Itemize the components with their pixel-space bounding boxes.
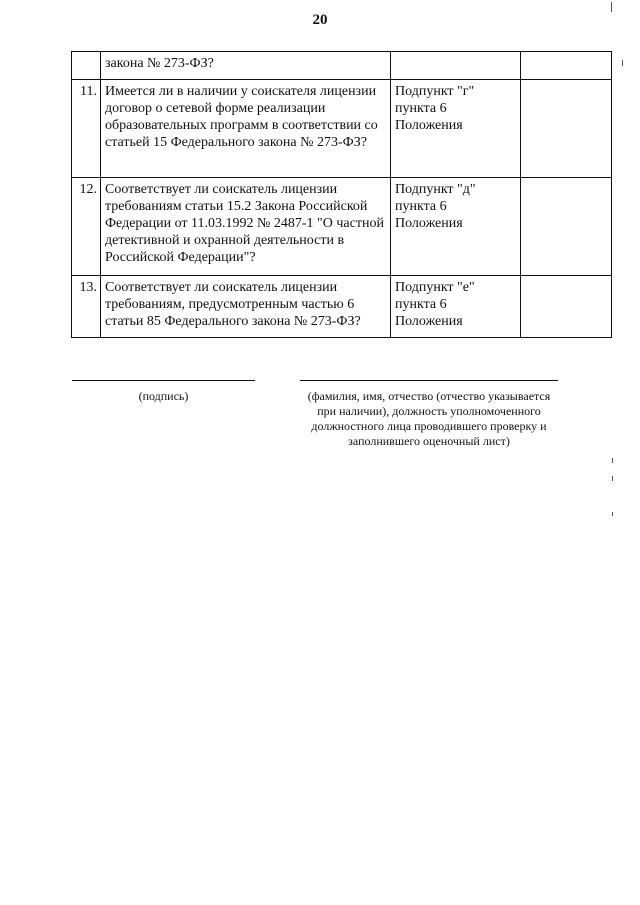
row-number: 13. — [72, 276, 101, 338]
full-name-caption: (фамилия, имя, отчество (отчество указывается при наличии), должность уполномоченного должностного лица проводившего проверку и заполнившего оценочный лист) — [307, 389, 551, 448]
signature-line — [72, 380, 255, 381]
question-cell: Имеется ли в наличии у соискателя лицензии договор о сетевой форме реализации образовательных программ в соответствии со статьей 15 Федерального закона № 273-ФЗ? — [101, 80, 391, 178]
scan-mark — [612, 476, 613, 481]
scan-mark — [612, 512, 613, 516]
answer-cell — [521, 52, 612, 80]
table-row — [72, 52, 612, 80]
answer-cell — [521, 80, 612, 178]
checklist-table — [71, 51, 612, 338]
question-cell: Соответствует ли соискатель лицензии требованиям, предусмотренным частью 6 статьи 85 Федерального закона № 273-ФЗ? — [101, 276, 391, 338]
table-row — [72, 80, 612, 178]
table-row — [72, 178, 612, 276]
answer-cell — [521, 276, 612, 338]
signature-caption: (подпись) — [138, 389, 189, 403]
scan-mark — [612, 458, 613, 463]
scan-mark — [611, 2, 612, 12]
reference-cell: Подпункт "е" пункта 6 Положения — [391, 276, 521, 338]
answer-cell — [521, 178, 612, 276]
full-name-line — [300, 380, 558, 381]
row-number: 12. — [72, 178, 101, 276]
reference-cell: Подпункт "г" пункта 6 Положения — [391, 80, 521, 178]
scan-mark — [622, 60, 623, 66]
row-number: 11. — [72, 80, 101, 178]
reference-cell: Подпункт "д" пункта 6 Положения — [391, 178, 521, 276]
question-cell: закона № 273-ФЗ? — [101, 52, 391, 80]
row-number — [72, 52, 101, 80]
reference-cell — [391, 52, 521, 80]
page-number: 20 — [312, 12, 328, 28]
table-row — [72, 276, 612, 338]
question-cell: Соответствует ли соискатель лицензии требованиям статьи 15.2 Закона Российской Федерации от 11.03.1992 № 2487-1 "О частной детективной и охранной деятельности в Российской Федерации"? — [101, 178, 391, 276]
